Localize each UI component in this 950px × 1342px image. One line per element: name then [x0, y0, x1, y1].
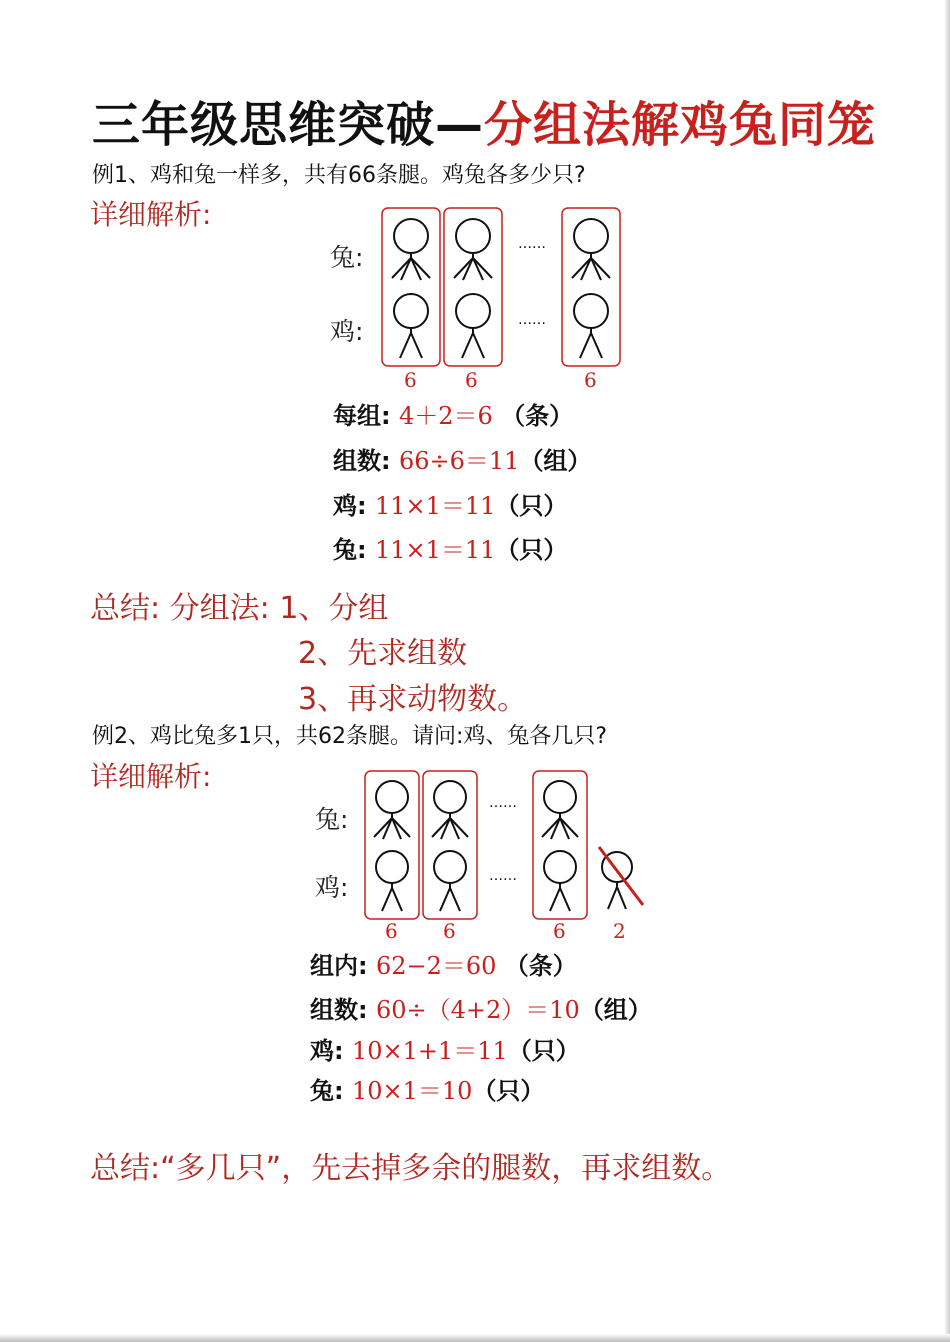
example2-chicken-dots: …… [489, 868, 517, 884]
example2-equation-1: 组内: 62−2＝60 （条） [310, 952, 577, 980]
example1-group-count-1: 6 [404, 368, 417, 392]
example1-equation-1: 每组: 4＋2＝6 （条） [333, 402, 574, 430]
chicken-icon [456, 294, 490, 358]
example1-group-box-3 [562, 208, 620, 366]
example1-rabbit-label: 兔: [330, 243, 364, 272]
example1-equation-3: 鸡: 11×1＝11（只） [333, 492, 568, 520]
example1-chicken-dots: …… [518, 312, 546, 328]
chicken-icon [544, 851, 576, 911]
example2-question: 例2、鸡比兔多1只，共62条腿。请问:鸡、兔各几只? [92, 724, 608, 749]
page-title [92, 86, 876, 155]
example2-extra-count: 2 [613, 919, 626, 943]
rabbit-icon [374, 781, 410, 839]
example1-equation-2: 组数: 66÷6＝11（组） [333, 447, 592, 475]
chicken-icon [434, 851, 466, 911]
example2-group-count-2: 6 [443, 919, 456, 943]
example1-analysis-label: 详细解析: [90, 198, 212, 231]
rabbit-icon [572, 219, 610, 280]
example2-equation-4: 兔: 10×1＝10（只） [310, 1077, 545, 1105]
example1-group-box-1 [382, 208, 440, 366]
example2-group-box-3 [533, 771, 587, 919]
example1-rabbit-dots: …… [518, 236, 546, 252]
chicken-icon [574, 294, 608, 358]
example1-group-count-2: 6 [465, 368, 478, 392]
example1-group-diagram [370, 200, 640, 395]
title-red-part: 分组法解鸡兔同笼 [484, 97, 877, 153]
example2-chicken-label: 鸡: [315, 873, 349, 902]
example1-group-box-2 [444, 208, 502, 366]
example1-group-count-3: 6 [584, 368, 597, 392]
example2-rabbit-dots: …… [489, 795, 517, 811]
example1-summary: 总结: 分组法: 1、分组 [90, 591, 389, 626]
page-edge-shadow [944, 0, 950, 1342]
example1-question: 例1、鸡和兔一样多，共有66条腿。鸡兔各多少只? [92, 163, 586, 188]
title-black-part: 三年级思维突破— [92, 97, 485, 153]
rabbit-icon [454, 219, 492, 280]
example2-group-count-1: 6 [385, 919, 398, 943]
chicken-icon [394, 294, 428, 358]
example2-equation-3: 鸡: 10×1+1＝11（只） [310, 1037, 580, 1065]
example2-equation-2: 组数: 60÷（4+2）＝10（组） [310, 996, 652, 1024]
chicken-icon [376, 851, 408, 911]
page-bottom-shadow [0, 1334, 950, 1342]
example2-group-box-1 [365, 771, 419, 919]
example1-equation-4: 兔: 11×1＝11（只） [333, 536, 568, 564]
rabbit-icon [392, 219, 430, 280]
example1-summary-step-2: 2、先求组数 [298, 636, 468, 671]
rabbit-icon [432, 781, 468, 839]
extra-chicken-icon [602, 852, 632, 909]
example2-analysis-label: 详细解析: [90, 760, 212, 793]
example2-summary: 总结:“多几只”，先去掉多余的腿数，再求组数。 [90, 1151, 732, 1186]
example2-group-count-3: 6 [553, 919, 566, 943]
rabbit-icon [542, 781, 578, 839]
example2-group-box-2 [423, 771, 477, 919]
example2-group-diagram [355, 763, 665, 948]
example2-rabbit-label: 兔: [315, 805, 349, 834]
example1-summary-step-3: 3、再求动物数。 [298, 682, 528, 717]
example1-chicken-label: 鸡: [330, 317, 364, 346]
